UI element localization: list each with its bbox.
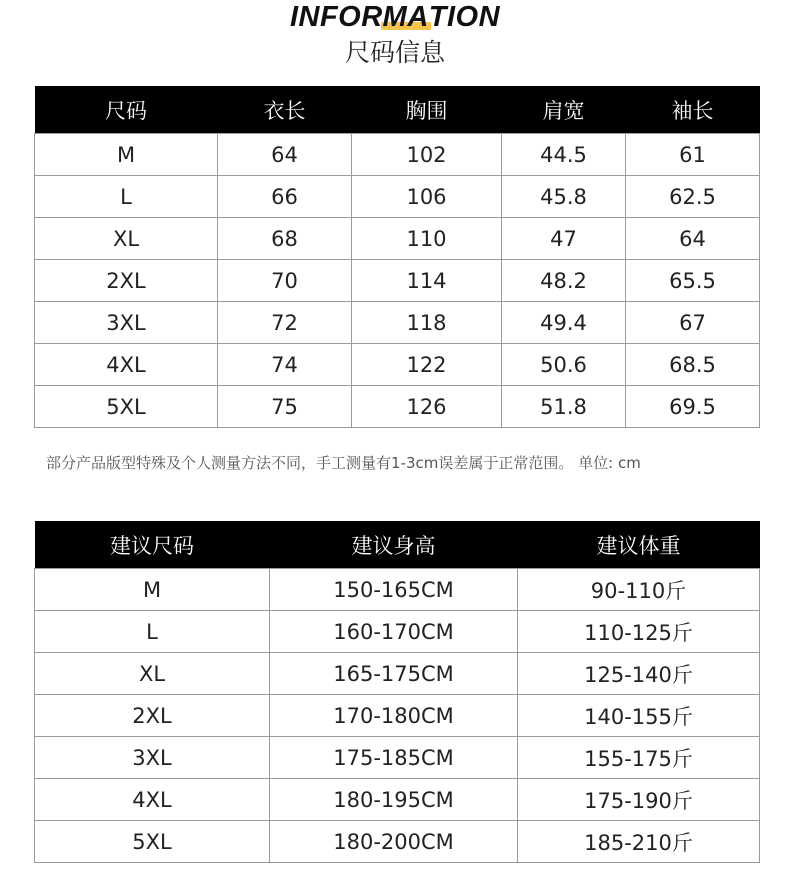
table-cell: 102 xyxy=(352,134,502,176)
table-row xyxy=(35,779,760,821)
header-size: 尺码 xyxy=(35,86,218,134)
table-cell: 4XL xyxy=(35,344,218,386)
table-cell: 110 xyxy=(352,218,502,260)
title-english-highlight xyxy=(383,0,429,34)
table-cell: 5XL xyxy=(35,386,218,428)
table-cell: L xyxy=(35,611,270,653)
table-row xyxy=(35,695,760,737)
title-english-part: TION xyxy=(428,1,501,33)
table-cell: 118 xyxy=(352,302,502,344)
table-cell: 3XL xyxy=(35,302,218,344)
table-row xyxy=(35,611,760,653)
table-row xyxy=(35,302,760,344)
header-recommended-size: 建议尺码 xyxy=(35,521,270,569)
table-cell: 65.5 xyxy=(626,260,760,302)
table-cell: 4XL xyxy=(35,779,270,821)
table-cell: 75 xyxy=(218,386,352,428)
table-cell: 48.2 xyxy=(502,260,626,302)
table-cell: 175-185CM xyxy=(270,737,518,779)
table-cell: 68 xyxy=(218,218,352,260)
table-cell: 5XL xyxy=(35,821,270,863)
table-cell: 114 xyxy=(352,260,502,302)
table-row xyxy=(35,176,760,218)
table-cell: 47 xyxy=(502,218,626,260)
table-cell: M xyxy=(35,134,218,176)
table-cell: 150-165CM xyxy=(270,569,518,611)
table-row xyxy=(35,344,760,386)
table-cell: 185-210斤 xyxy=(518,821,760,863)
title-chinese: 尺码信息 xyxy=(344,38,445,67)
table-cell: 61 xyxy=(626,134,760,176)
table-cell: 175-190斤 xyxy=(518,779,760,821)
table-row xyxy=(35,737,760,779)
header-sleeve: 袖长 xyxy=(626,86,760,134)
table-cell: 106 xyxy=(352,176,502,218)
table-cell: 68.5 xyxy=(626,344,760,386)
table-cell: 51.8 xyxy=(502,386,626,428)
table-cell: 44.5 xyxy=(502,134,626,176)
table-cell: 2XL xyxy=(35,260,218,302)
table-cell: M xyxy=(35,569,270,611)
table-cell: 180-195CM xyxy=(270,779,518,821)
table-row xyxy=(35,386,760,428)
table-cell: 2XL xyxy=(35,695,270,737)
table-cell: 122 xyxy=(352,344,502,386)
table-cell: 64 xyxy=(218,134,352,176)
table-row xyxy=(35,569,760,611)
table-row xyxy=(35,653,760,695)
title-english xyxy=(0,0,790,34)
table-row xyxy=(35,218,760,260)
table-cell: 62.5 xyxy=(626,176,760,218)
table-cell: 180-200CM xyxy=(270,821,518,863)
header-length: 衣长 xyxy=(218,86,352,134)
table-row xyxy=(35,260,760,302)
table-cell: 64 xyxy=(626,218,760,260)
table-cell: 49.4 xyxy=(502,302,626,344)
table-cell: 3XL xyxy=(35,737,270,779)
table-cell: 160-170CM xyxy=(270,611,518,653)
recommendation-header-row xyxy=(35,521,760,569)
header-recommended-height: 建议身高 xyxy=(270,521,518,569)
table-row xyxy=(35,821,760,863)
size-chart-header-row xyxy=(35,86,760,134)
header-chest: 胸围 xyxy=(352,86,502,134)
table-cell: 155-175斤 xyxy=(518,737,760,779)
title-english-part: MA xyxy=(382,1,429,33)
table-cell: XL xyxy=(35,218,218,260)
table-cell: 165-175CM xyxy=(270,653,518,695)
table-row xyxy=(35,134,760,176)
title-english-part: INFOR xyxy=(289,1,383,33)
table-cell: 69.5 xyxy=(626,386,760,428)
measurement-note: 部分产品版型特殊及个人测量方法不同，手工测量有1-3cm误差属于正常范围。 单位: cm xyxy=(46,454,641,472)
table-cell: 110-125斤 xyxy=(518,611,760,653)
table-cell: XL xyxy=(35,653,270,695)
table-cell: 66 xyxy=(218,176,352,218)
table-cell: 50.6 xyxy=(502,344,626,386)
size-chart-table xyxy=(34,86,760,428)
table-cell: 72 xyxy=(218,302,352,344)
table-cell: 140-155斤 xyxy=(518,695,760,737)
table-cell: L xyxy=(35,176,218,218)
header-recommended-weight: 建议体重 xyxy=(518,521,760,569)
recommendation-table xyxy=(34,521,760,863)
table-cell: 90-110斤 xyxy=(518,569,760,611)
table-cell: 70 xyxy=(218,260,352,302)
header-shoulder: 肩宽 xyxy=(502,86,626,134)
table-cell: 126 xyxy=(352,386,502,428)
table-cell: 125-140斤 xyxy=(518,653,760,695)
table-cell: 45.8 xyxy=(502,176,626,218)
table-cell: 170-180CM xyxy=(270,695,518,737)
table-cell: 74 xyxy=(218,344,352,386)
table-cell: 67 xyxy=(626,302,760,344)
